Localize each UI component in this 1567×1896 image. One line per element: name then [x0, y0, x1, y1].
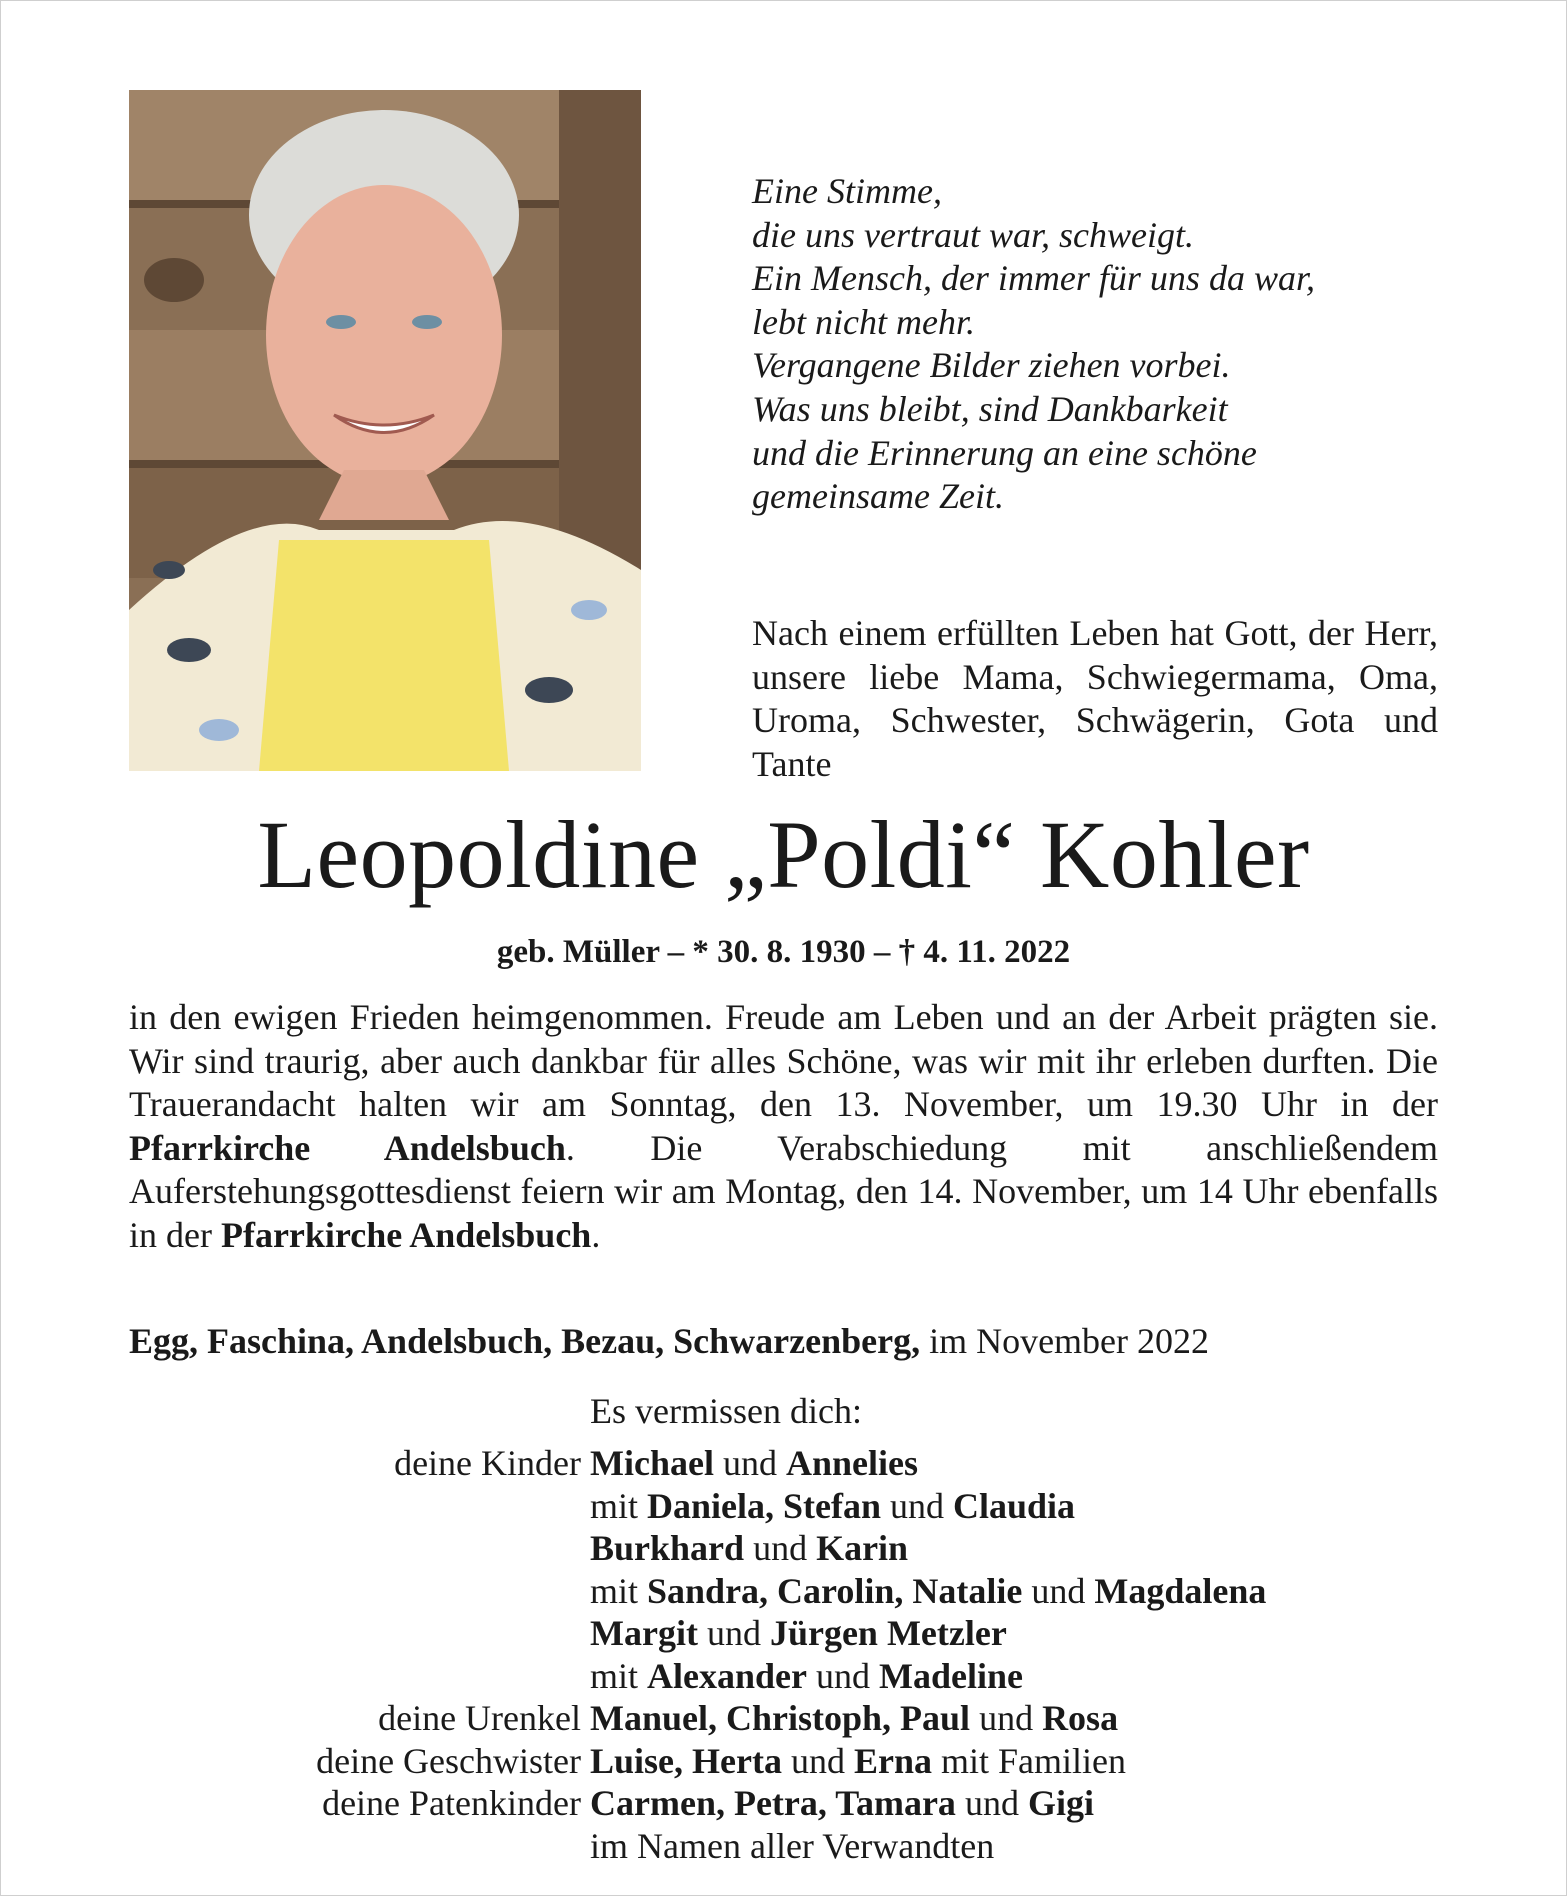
connector-text: und — [881, 1485, 954, 1526]
church-name: Pfarrkirche Andelsbuch — [129, 1127, 566, 1168]
connector-text: und — [744, 1528, 817, 1568]
mourner-name: Madeline — [879, 1655, 1023, 1696]
mourner-name: Carmen, Petra, Tamara — [590, 1783, 956, 1823]
church-name: Pfarrkirche Andelsbuch — [220, 1214, 592, 1255]
body-text: . — [591, 1214, 601, 1255]
deceased-name: Leopoldine „Poldi“ Kohler — [257, 801, 1310, 908]
connector-text: und — [713, 1443, 786, 1483]
connector-text: mit — [590, 1485, 648, 1526]
mourner-relation: deine Kinder — [394, 1443, 581, 1483]
place-names: Egg, Faschina, Andelsbuch, Bezau, Schwarzenberg, — [129, 1321, 921, 1361]
mourner-names — [590, 1612, 1007, 1655]
mourner-names — [590, 1570, 1266, 1613]
poem-line: Ein Mensch, der immer für uns da war, — [752, 258, 1315, 299]
mourner-row — [129, 1442, 1469, 1485]
mourner-row — [129, 1697, 1469, 1740]
connector-text: und — [1022, 1570, 1095, 1611]
mourner-relation: deine Patenkinder — [322, 1783, 581, 1823]
poem-line: und die Erinnerung an eine schöne — [752, 432, 1257, 473]
mourner-name: Luise, Herta — [590, 1740, 782, 1781]
connector-text: mit — [590, 1655, 648, 1696]
mourner-relation — [129, 1485, 590, 1528]
mourner-name: Erna — [853, 1740, 932, 1781]
mourner-name: Karin — [816, 1528, 909, 1568]
mourner-row — [129, 1782, 1469, 1825]
mourner-names — [590, 1825, 994, 1868]
mourner-name: Margit — [590, 1613, 698, 1653]
mourner-names — [590, 1697, 1118, 1740]
mourner-name: Rosa — [1042, 1698, 1119, 1738]
mourner-name: Alexander — [647, 1655, 807, 1696]
mourner-name: Sandra, Carolin, Natalie — [647, 1570, 1023, 1611]
mourner-name: Claudia — [953, 1485, 1076, 1526]
places-line — [129, 1320, 1438, 1364]
birth-death-details: geb. Müller – * 30. 8. 1930 – † 4. 11. 2022 — [496, 934, 1071, 970]
portrait-photo — [129, 90, 641, 771]
mourner-names — [590, 1782, 1094, 1825]
connector-text: und — [781, 1740, 854, 1781]
mourner-name: Magdalena — [1094, 1570, 1267, 1611]
mourner-name: Daniela, Stefan — [647, 1485, 882, 1526]
mourner-row — [129, 1527, 1469, 1570]
mourner-name: Burkhard — [590, 1528, 745, 1568]
mourner-names — [590, 1485, 1075, 1528]
mourner-relation — [129, 1570, 590, 1613]
mourner-relation — [129, 1612, 590, 1655]
mourner-name: Gigi — [1027, 1783, 1094, 1823]
mourner-row — [129, 1570, 1469, 1613]
connector-text: und — [807, 1655, 879, 1696]
connector-text: mit Familien — [932, 1740, 1126, 1781]
connector-text: und — [955, 1783, 1028, 1823]
mourner-name: Jürgen Metzler — [769, 1613, 1007, 1653]
poem-line: lebt nicht mehr. — [752, 301, 975, 342]
mourners-list — [129, 1442, 1469, 1867]
mourner-names — [590, 1527, 908, 1570]
mourner-row — [129, 1485, 1469, 1528]
poem-line: Vergangene Bilder ziehen vorbei. — [752, 345, 1231, 386]
mourner-name: Michael — [590, 1443, 714, 1483]
connector-text: und — [970, 1698, 1043, 1738]
mourners-heading: Es vermissen dich: — [590, 1391, 862, 1431]
poem-line: die uns vertraut war, schweigt. — [752, 214, 1194, 255]
poem-line: Was uns bleibt, sind Dankbarkeit — [752, 388, 1228, 429]
connector-text: im Namen aller Verwandten — [590, 1825, 995, 1866]
mourner-relation — [129, 1825, 590, 1868]
poem-line: Eine Stimme, — [752, 171, 942, 211]
mourner-names — [590, 1740, 1126, 1783]
mourner-row — [129, 1612, 1469, 1655]
body-text: . Die Verabschiedung mit anschließendem Auferstehungsgottesdienst feiern wir am Montag, den 14. November, um 14 Uhr ebenfalls in der — [129, 1127, 1438, 1255]
body-text: in den ewigen Frieden heimgenommen. Freude am Leben und an der Arbeit prägten sie. Wir sind traurig, aber auch dankbar für alles Schöne, was wir mit ihr erleben durften. Die Trauerandacht halten wir am Sonntag, den 13. November, um 19.30 Uhr in der — [129, 997, 1438, 1125]
mourner-row — [129, 1655, 1469, 1698]
mourner-names — [590, 1442, 918, 1485]
mourner-row — [129, 1825, 1469, 1868]
connector-text: und — [697, 1613, 770, 1653]
place-date: im November 2022 — [929, 1321, 1210, 1361]
mourner-relation: deine Urenkel — [378, 1698, 581, 1738]
poem-line: gemeinsame Zeit. — [752, 476, 1004, 517]
announcement-body — [129, 996, 1438, 1258]
mourner-name: Annelies — [785, 1443, 918, 1483]
mourner-relation — [129, 1655, 590, 1698]
memorial-poem — [752, 170, 1452, 519]
mourner-relation — [129, 1527, 590, 1570]
mourner-relation: deine Geschwister — [316, 1740, 581, 1781]
intro-text: Nach einem erfüllten Leben hat Gott, der Herr, unsere liebe Mama, Schwiegermama, Oma, Uroma, Schwester, Schwägerin, Gota und Tante — [752, 613, 1438, 784]
connector-text: mit — [590, 1570, 648, 1611]
mourner-row — [129, 1740, 1469, 1783]
mourner-names — [590, 1655, 1023, 1698]
mourner-name: Manuel, Christoph, Paul — [590, 1698, 971, 1738]
